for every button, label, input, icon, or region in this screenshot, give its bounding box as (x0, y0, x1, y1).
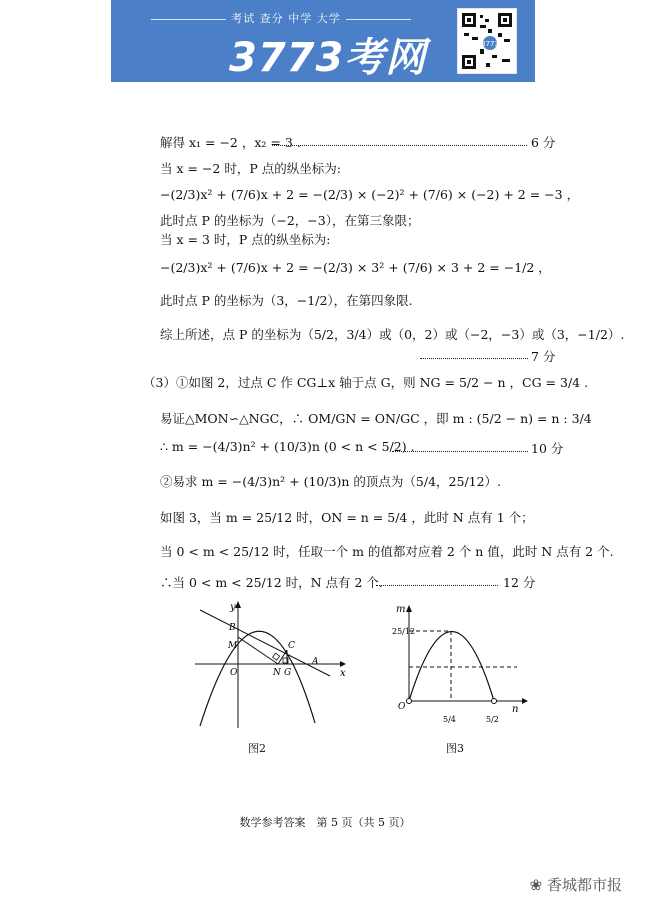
watermark (530, 874, 622, 895)
fig2-label-C: C (288, 641, 295, 651)
banner-tagline: 考试 查分 中学 大学 (231, 12, 341, 25)
fig2-label-M: M (228, 641, 238, 651)
line-conclusion: ∴当 0 < m < 25/12 时，N 点有 2 个. (160, 575, 383, 590)
right-angle-mark (273, 653, 280, 660)
page-footer: 数学参考答案 第 5 页（共 5 页） (239, 816, 411, 829)
figure-3-diagram (392, 600, 537, 740)
line-two-points: 当 0 < m < 25/12 时，任取一个 m 的值都对应着 2 个 n 值，此时 N 点有 2 个. (160, 544, 614, 559)
line-point-neg2: 此时点 P 的坐标为（−2，−3），在第三象限； (160, 213, 420, 228)
figure-2-diagram (190, 598, 350, 738)
equation-neg2: −(2/3)x² + (7/6)x + 2 = −(2/3) × (−2)² + (7/6) × (−2) + 2 = −3 ， (160, 187, 580, 202)
leader-dots (272, 145, 527, 146)
open-point-origin (407, 699, 412, 704)
y-axis-arrow (235, 601, 241, 608)
n-axis-arrow (522, 698, 528, 704)
line-similar: 易证△MON∽△NGC，∴ OM/GN = ON/GC ，即 m : (5/2 − n) = n : 3/4 (160, 411, 592, 426)
fig3-label-n-end: 5/2 (486, 715, 499, 724)
line-point-3: 此时点 P 的坐标为（3，−1/2），在第四象限. (160, 293, 413, 308)
line-one-point: 如图 3，当 m = 25/12 时，ON = n = 5/4 ，此时 N 点有 1 个； (160, 510, 534, 525)
m-axis-arrow (406, 605, 412, 612)
fig3-label-m: m (396, 604, 406, 615)
score-7: 7 分 (531, 349, 556, 364)
line-case-neg2: 当 x = −2 时，P 点的纵坐标为: (160, 161, 341, 176)
fig2-label-y: y (230, 602, 236, 613)
fig3-label-n-mid: 5/4 (443, 715, 456, 724)
fig2-label-A: A (312, 657, 319, 667)
leader-dots (392, 451, 528, 452)
line-case-3: 当 x = 3 时，P 点的纵坐标为: (160, 232, 331, 247)
line-vertex: ②易求 m = −(4/3)n² + (10/3)n 的顶点为（5/4，25/12）. (160, 474, 502, 489)
open-point-end (492, 699, 497, 704)
segment-MN (238, 637, 278, 664)
score-12: 12 分 (503, 575, 536, 590)
fig3-label-O: O (398, 702, 406, 712)
figure-3-caption: 图3 (446, 742, 464, 755)
fig3-label-m-top: 25/12 (392, 627, 416, 636)
line-part3-1: （3）①如图 2，过点 C 作 CG⊥x 轴于点 G，则 NG = 5/2 − n ，CG = 3/4 . (143, 375, 589, 390)
line-m-formula: ∴ m = −(4/3)n² + (10/3)n (0 < n < 5/2) . (160, 439, 415, 454)
site-logo: 3773考网 (229, 35, 427, 81)
line-solve: 解得 x₁ = −2 ，x₂ = 3 . (160, 135, 301, 150)
parabola (200, 631, 315, 726)
x-axis-arrow (340, 661, 346, 667)
figure-2-caption: 图2 (248, 742, 266, 755)
leader-dots (420, 358, 528, 359)
score-10: 10 分 (531, 441, 564, 456)
wechat-icon: ❀ (529, 876, 547, 894)
fig3-label-n: n (512, 704, 519, 715)
watermark-text: 香城都市报 (546, 876, 622, 894)
line-AB (200, 610, 330, 676)
fig2-label-N: N (273, 668, 281, 678)
fig2-label-O: O (230, 668, 238, 678)
fig2-label-x: x (340, 668, 346, 679)
svg-text:3773: 3773 (481, 40, 499, 48)
score-6: 6 分 (531, 135, 556, 150)
leader-dots (376, 585, 498, 586)
line-summary: 综上所述，点 P 的坐标为（5/2，3/4）或（0，2）或（−2，−3）或（3，−1/2）. (160, 327, 625, 342)
fig2-label-B: B (229, 623, 236, 633)
equation-3: −(2/3)x² + (7/6)x + 2 = −(2/3) × 3² + (7/6) × 3 + 2 = −1/2 ， (160, 260, 551, 275)
fig2-label-G: G (284, 668, 292, 678)
